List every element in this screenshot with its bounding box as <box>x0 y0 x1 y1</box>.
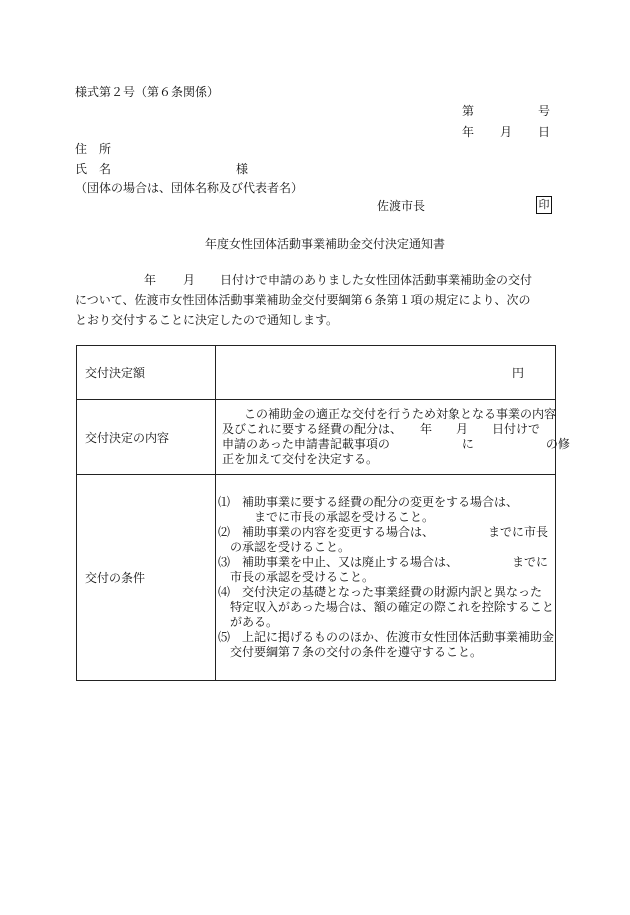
decision-table <box>76 345 570 681</box>
doc-number-prefix: 第 <box>462 104 475 118</box>
date-day: 日 <box>538 125 551 139</box>
amount-label: 交付決定額 <box>77 346 216 400</box>
condition-line: の承認を受けること。 <box>218 540 351 554</box>
name-label: 氏 名 <box>75 162 112 176</box>
condition-line: ⑶ 補助事業を中止、又は廃止する場合は、 までに <box>218 555 549 569</box>
intro-month: 月 <box>183 273 196 287</box>
condition-line: までに市長の承認を受けること。 <box>218 510 435 524</box>
date-month: 月 <box>500 125 513 139</box>
form-number: 様式第２号（第６条関係） <box>75 85 220 99</box>
content-line: この補助金の適正な交付を行うため対象となる事業の内容 <box>244 407 557 421</box>
table-row-amount <box>77 346 556 400</box>
content-label: 交付決定の内容 <box>77 400 216 475</box>
table-row-conditions <box>77 475 556 681</box>
intro-line2: について、佐渡市女性団体活動事業補助金交付要綱第６条第１項の規定により、次の <box>75 293 531 307</box>
content-cell <box>216 400 570 475</box>
honorific: 様 <box>236 162 249 176</box>
content-line: 及びこれに要する経費の配分は、 年 月 日付けで <box>222 422 541 436</box>
condition-line: 市長の承認を受けること。 <box>218 570 375 584</box>
intro-line1-text: 日付けで申請のありました女性団体活動事業補助金の交付 <box>220 273 533 287</box>
condition-line: 特定収入があった場合は、額の確定の際これを控除すること <box>218 600 554 614</box>
condition-line: がある。 <box>218 615 279 629</box>
condition-line: ⑷ 交付決定の基礎となった事業経費の財源内訳と異なった <box>218 585 543 599</box>
sender-title: 佐渡市長 <box>377 199 426 213</box>
intro-line3: とおり交付することに決定したので通知します。 <box>75 313 339 327</box>
amount-unit: 円 <box>512 366 525 380</box>
content-line: 正を加えて交付を決定する。 <box>222 452 379 466</box>
date-year: 年 <box>462 125 475 139</box>
table-row-content <box>77 400 556 475</box>
address-label: 住 所 <box>75 142 112 156</box>
content-line: 申請のあった申請書記載事項の に の修 <box>222 437 570 451</box>
document-title: 年度女性団体活動事業補助金交付決定通知書 <box>205 237 446 251</box>
condition-line: 交付要綱第７条の交付の条件を遵守すること。 <box>218 645 483 659</box>
condition-line: ⑴ 補助事業に要する経費の配分の変更をする場合は、 <box>218 495 519 509</box>
intro-year: 年 <box>144 273 157 287</box>
condition-line: ⑸ 上記に掲げるもののほか、佐渡市女性団体活動事業補助金 <box>218 630 555 644</box>
seal-mark: 印 <box>536 196 552 214</box>
conditions-label: 交付の条件 <box>77 475 216 681</box>
doc-number-suffix: 号 <box>538 104 551 118</box>
organization-note: （団体の場合は、団体名称及び代表者名） <box>75 181 304 195</box>
amount-cell <box>216 346 556 400</box>
condition-line: ⑵ 補助事業の内容を変更する場合は、 までに市長 <box>218 525 549 539</box>
conditions-cell <box>216 475 556 681</box>
